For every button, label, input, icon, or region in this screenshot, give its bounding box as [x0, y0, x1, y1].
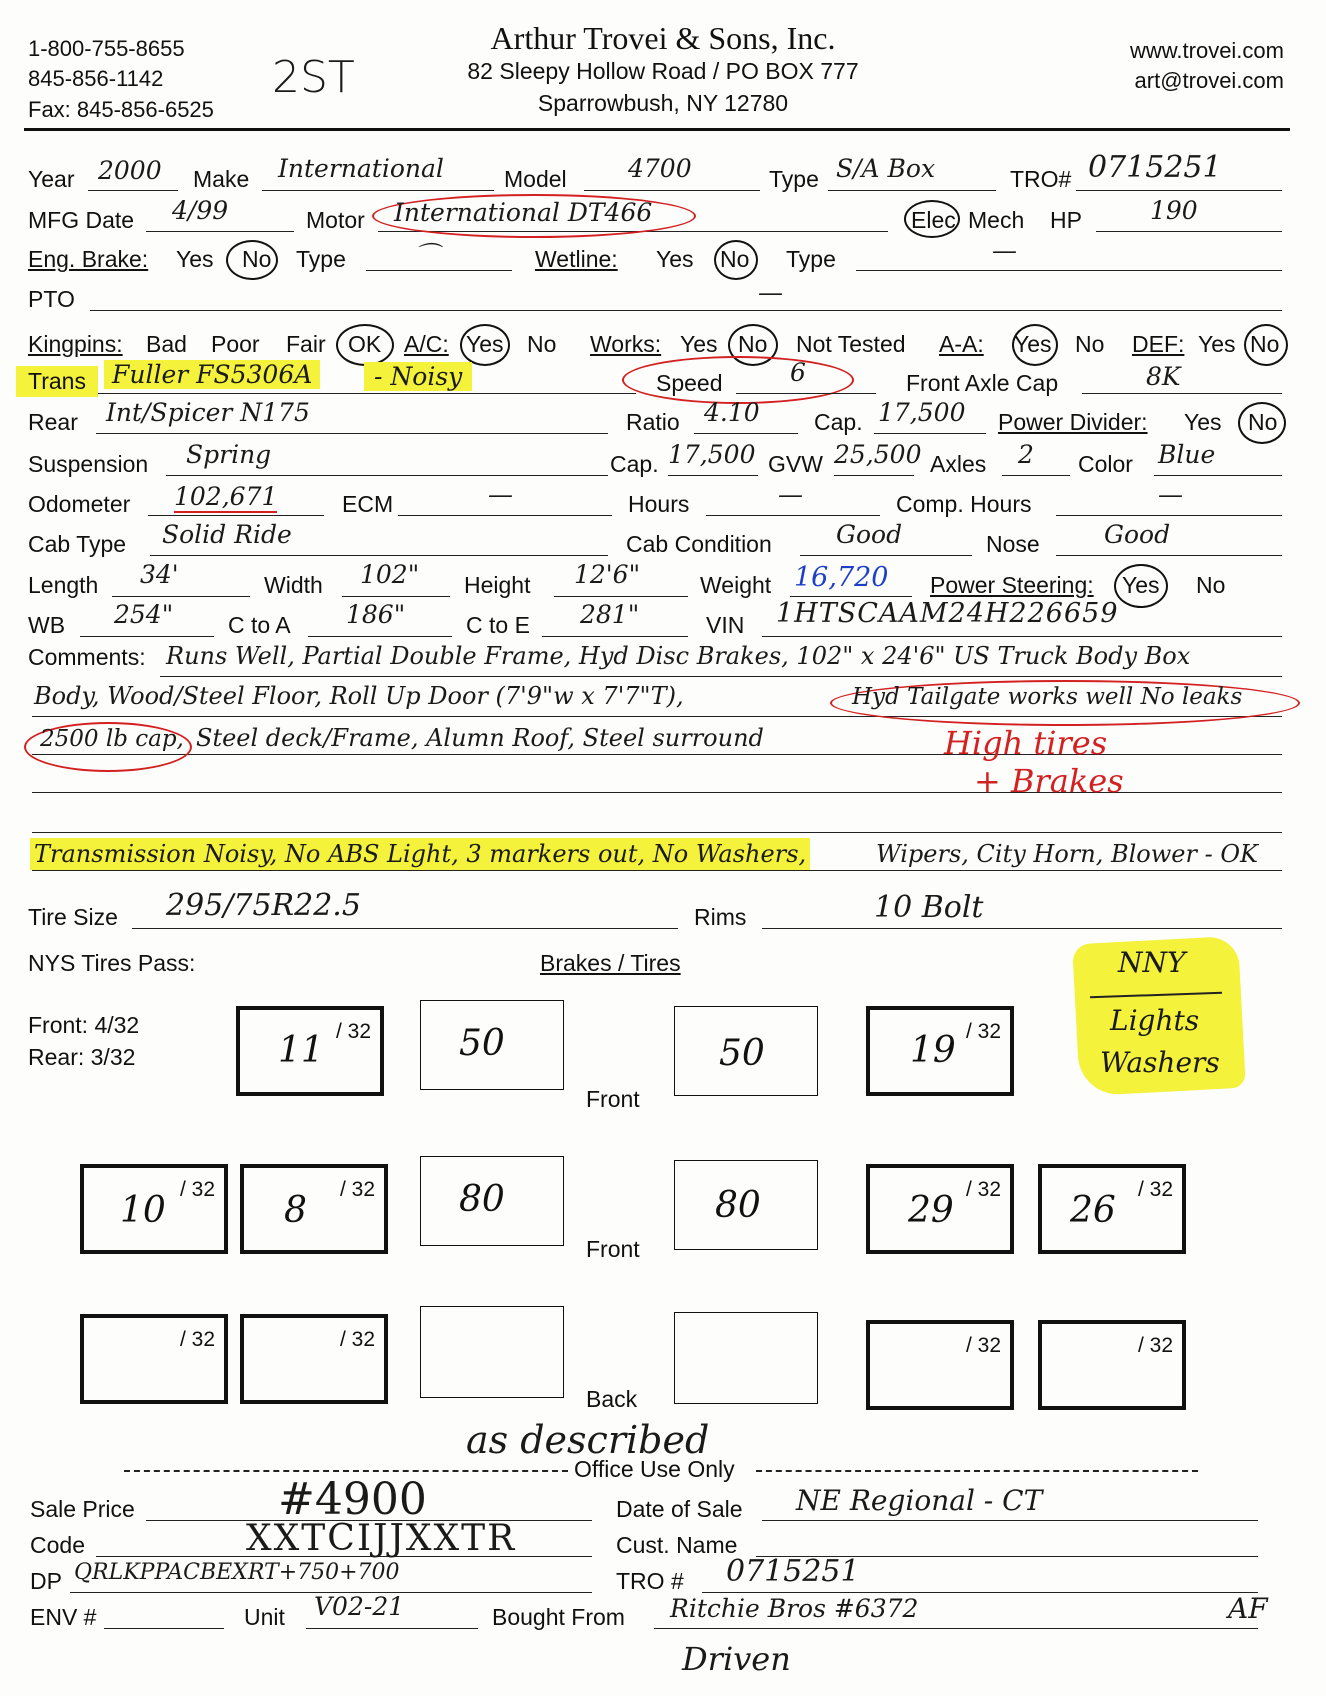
- label-pto: PTO: [28, 286, 75, 312]
- label-hours: Hours: [628, 491, 690, 517]
- tire-tread-value: 29: [908, 1190, 954, 1231]
- value-rear[interactable]: Int/Spicer N175: [106, 398, 310, 427]
- label-color: Color: [1078, 451, 1133, 477]
- phone-local: 845-856-1142: [28, 66, 164, 91]
- label-comp-hours: Comp. Hours: [896, 491, 1032, 517]
- value-dp[interactable]: QRLKPPACBEXRT+750+700: [74, 1560, 400, 1585]
- tire-tread-value: 19: [910, 1030, 956, 1071]
- label-make: Make: [193, 166, 250, 192]
- label-dp: DP: [30, 1568, 62, 1594]
- label-unit: Unit: [244, 1604, 285, 1630]
- value-vin[interactable]: 1HTSCAAM24H226659: [776, 598, 1119, 629]
- value-length[interactable]: 34': [140, 560, 179, 589]
- header-divider: [24, 128, 1290, 131]
- value-type[interactable]: S/A Box: [836, 154, 936, 183]
- value-date-of-sale[interactable]: NE Regional - CT: [796, 1484, 1043, 1517]
- comment-line-2a[interactable]: Body, Wood/Steel Floor, Roll Up Door (7'9"w x 7'7"T),: [34, 682, 684, 710]
- label-office-use-only: Office Use Only: [574, 1456, 735, 1482]
- value-cab-condition[interactable]: Good: [836, 520, 903, 549]
- as-described-note: as described: [466, 1418, 710, 1462]
- label-rear: Rear: [28, 409, 78, 435]
- aa-yes[interactable]: Yes: [1014, 331, 1052, 357]
- value-axles[interactable]: 2: [1018, 440, 1034, 469]
- kingpins-fair[interactable]: Fair: [286, 331, 326, 357]
- comment-line-3a[interactable]: 2500 lb cap,: [40, 726, 184, 752]
- works-yes[interactable]: Yes: [680, 331, 718, 357]
- fax-number: Fax: 845-856-6525: [28, 97, 214, 122]
- brake-box-rear-left[interactable]: [420, 1156, 564, 1246]
- value-cab-type[interactable]: Solid Ride: [162, 520, 292, 549]
- label-front-axle-2: Front: [586, 1236, 640, 1262]
- value-front-axle-cap[interactable]: 8K: [1146, 362, 1181, 391]
- label-eng-brake-type: Type: [296, 246, 346, 272]
- aa-no[interactable]: No: [1075, 331, 1105, 357]
- tire-tread-value: 26: [1070, 1190, 1116, 1231]
- label-type: Type: [769, 166, 819, 192]
- label-gvw: GVW: [768, 451, 823, 477]
- value-eng-brake-type[interactable]: ⌒: [414, 241, 440, 270]
- tire-box-front-right[interactable]: [866, 1006, 1014, 1096]
- phone-tollfree: 1-800-755-8655: [28, 36, 185, 61]
- label-rear-cap: Cap.: [814, 409, 863, 435]
- company-website[interactable]: www.trovei.com: [1129, 38, 1284, 63]
- label-mech[interactable]: Mech: [968, 207, 1025, 233]
- yellow-note-washers: Washers: [1100, 1046, 1220, 1079]
- label-date-of-sale: Date of Sale: [616, 1496, 743, 1522]
- value-wetline-type[interactable]: —: [992, 236, 1017, 265]
- company-email[interactable]: art@trovei.com: [1134, 68, 1284, 93]
- works-not-tested[interactable]: Not Tested: [796, 331, 906, 357]
- tire-tread-value: 8: [284, 1190, 307, 1231]
- value-code[interactable]: XXTCIJJXXTR: [246, 1518, 517, 1559]
- value-nose[interactable]: Good: [1104, 520, 1171, 549]
- power-steering-yes[interactable]: Yes: [1122, 572, 1160, 598]
- red-note-brakes: + Brakes: [974, 762, 1124, 800]
- ac-no[interactable]: No: [527, 331, 557, 357]
- value-speed[interactable]: 6: [790, 358, 806, 387]
- label-def: DEF:: [1132, 331, 1185, 357]
- value-width[interactable]: 102": [360, 560, 420, 589]
- issues-highlighted[interactable]: Transmission Noisy, No ABS Light, 3 markers out, No Washers,: [30, 838, 810, 870]
- red-note-high-tires: High tires: [944, 724, 1108, 762]
- tire-box-rear-left-inner[interactable]: [240, 1164, 388, 1254]
- tire-box-rear-left-outer[interactable]: [80, 1164, 228, 1254]
- of-32-label: / 32: [340, 1178, 376, 1201]
- tire-box-rear-right-outer[interactable]: [1038, 1164, 1186, 1254]
- value-tro[interactable]: 0715251: [1088, 150, 1222, 185]
- value-color[interactable]: Blue: [1158, 440, 1216, 469]
- label-rims: Rims: [694, 904, 747, 930]
- value-model[interactable]: 4700: [628, 154, 692, 183]
- ac-yes[interactable]: Yes: [466, 331, 504, 357]
- label-odometer: Odometer: [28, 491, 131, 517]
- label-cust-name: Cust. Name: [616, 1532, 738, 1558]
- value-rims[interactable]: 10 Bolt: [874, 890, 984, 925]
- wetline-no[interactable]: No: [720, 246, 750, 272]
- label-motor: Motor: [306, 207, 365, 233]
- tire-box-back-right-outer[interactable]: [1038, 1320, 1186, 1410]
- value-make[interactable]: International: [278, 154, 444, 183]
- nys-rear-requirement: Rear: 3/32: [28, 1044, 136, 1070]
- label-works: Works:: [590, 331, 662, 357]
- label-height: Height: [464, 572, 531, 598]
- value-tro-office[interactable]: 0715251: [726, 1554, 860, 1589]
- of-32-label: / 32: [966, 1334, 1002, 1357]
- label-mfg-date: MFG Date: [28, 207, 135, 233]
- value-gvw[interactable]: 25,500: [834, 440, 922, 469]
- of-32-label: / 32: [966, 1020, 1002, 1043]
- label-susp-cap: Cap.: [610, 451, 659, 477]
- office-divider-right: [756, 1470, 1198, 1472]
- works-no[interactable]: No: [738, 331, 768, 357]
- eng-brake-yes[interactable]: Yes: [176, 246, 214, 272]
- label-weight: Weight: [700, 572, 772, 598]
- label-year: Year: [28, 166, 75, 192]
- kingpins-ok[interactable]: OK: [348, 331, 382, 357]
- value-motor[interactable]: International DT466: [394, 198, 653, 227]
- value-trans[interactable]: Fuller FS5306A: [104, 360, 320, 389]
- label-suspension: Suspension: [28, 451, 149, 477]
- tire-box-front-left[interactable]: [236, 1006, 384, 1096]
- label-eng-brake: Eng. Brake:: [28, 246, 149, 272]
- brake-value: 50: [459, 1023, 505, 1064]
- label-ratio: Ratio: [626, 409, 680, 435]
- label-tro: TRO#: [1010, 166, 1072, 192]
- brake-value: 50: [719, 1033, 765, 1074]
- label-wb: WB: [28, 612, 66, 638]
- label-back-axle: Back: [586, 1386, 638, 1412]
- power-divider-no[interactable]: No: [1248, 409, 1278, 435]
- label-code: Code: [30, 1532, 85, 1558]
- value-comp-hours[interactable]: —: [1158, 480, 1183, 509]
- company-address-1: 82 Sleepy Hollow Road / PO BOX 777: [467, 58, 859, 84]
- label-tro-office: TRO #: [616, 1568, 684, 1594]
- office-divider-left: [124, 1470, 568, 1472]
- tire-tread-value: 10: [120, 1190, 166, 1231]
- power-steering-no[interactable]: No: [1196, 572, 1226, 598]
- value-hp[interactable]: 190: [1150, 196, 1198, 225]
- label-power-divider: Power Divider:: [998, 409, 1148, 435]
- label-elec[interactable]: Elec: [911, 207, 956, 233]
- label-comments: Comments:: [28, 644, 146, 670]
- yellow-note-nny: NNY: [1118, 946, 1186, 979]
- value-pto[interactable]: —: [758, 278, 783, 307]
- kingpins-poor[interactable]: Poor: [211, 331, 260, 357]
- driven-note: Driven: [682, 1640, 791, 1678]
- value-year[interactable]: 2000: [98, 156, 162, 185]
- nys-front-requirement: Front: 4/32: [28, 1012, 140, 1038]
- label-wetline-type: Type: [786, 246, 836, 272]
- label-env: ENV #: [30, 1604, 97, 1630]
- label-nys-tires-pass: NYS Tires Pass:: [28, 950, 196, 976]
- label-power-steering: Power Steering:: [930, 572, 1094, 598]
- of-32-label: / 32: [180, 1328, 216, 1351]
- brake-box-front-right[interactable]: [674, 1006, 818, 1096]
- label-tire-size: Tire Size: [28, 904, 118, 930]
- label-nose: Nose: [986, 531, 1040, 557]
- of-32-label: / 32: [340, 1328, 376, 1351]
- value-c-to-e[interactable]: 281": [580, 600, 640, 629]
- value-trans-note[interactable]: - Noisy: [364, 362, 472, 391]
- value-unit[interactable]: V02-21: [314, 1592, 405, 1621]
- brake-box-back-right[interactable]: [674, 1312, 818, 1404]
- brake-box-front-left[interactable]: [420, 1000, 564, 1090]
- label-speed: Speed: [656, 370, 723, 396]
- label-ecm: ECM: [342, 491, 394, 517]
- value-tire-size[interactable]: 295/75R22.5: [166, 888, 361, 923]
- label-cab-condition: Cab Condition: [626, 531, 772, 557]
- value-wb[interactable]: 254": [114, 600, 174, 629]
- of-32-label: / 32: [336, 1020, 372, 1043]
- of-32-label: / 32: [966, 1178, 1002, 1201]
- label-axles: Axles: [930, 451, 987, 477]
- value-weight[interactable]: 16,720: [794, 562, 889, 593]
- label-wetline: Wetline:: [535, 246, 618, 272]
- label-c-to-e: C to E: [466, 612, 530, 638]
- company-name: Arthur Trovei & Sons, Inc.: [490, 20, 836, 56]
- tire-box-back-left-inner[interactable]: [240, 1314, 388, 1404]
- tire-box-rear-right-inner[interactable]: [866, 1164, 1014, 1254]
- value-c-to-a[interactable]: 186": [346, 600, 406, 629]
- label-c-to-a: C to A: [228, 612, 291, 638]
- label-cab-type: Cab Type: [28, 531, 127, 557]
- eng-brake-no[interactable]: No: [242, 246, 272, 272]
- of-32-label: / 32: [1138, 1178, 1174, 1201]
- yellow-note-lights: Lights: [1110, 1004, 1200, 1037]
- label-width: Width: [264, 572, 323, 598]
- comment-line-3b[interactable]: Steel deck/Frame, Alumn Roof, Steel surround: [196, 724, 764, 752]
- label-brakes-tires: Brakes / Tires: [540, 950, 681, 976]
- value-mfg-date[interactable]: 4/99: [172, 196, 229, 225]
- initials: AF: [1228, 1592, 1268, 1625]
- issues-ok-list[interactable]: Wipers, City Horn, Blower - OK: [876, 840, 1258, 868]
- label-front-axle-1: Front: [586, 1086, 640, 1112]
- handwritten-2st: 2ST: [272, 52, 355, 103]
- company-address-2: Sparrowbush, NY 12780: [537, 90, 789, 116]
- brake-box-rear-right[interactable]: [674, 1160, 818, 1250]
- brake-value: 80: [459, 1179, 505, 1220]
- value-suspension[interactable]: Spring: [186, 440, 272, 469]
- value-height[interactable]: 12'6": [574, 560, 641, 589]
- value-bought-from[interactable]: Ritchie Bros #6372: [670, 1594, 919, 1623]
- value-hours[interactable]: —: [778, 480, 803, 509]
- label-front-axle-cap: Front Axle Cap: [906, 370, 1059, 396]
- label-model: Model: [504, 166, 567, 192]
- tire-box-back-right-inner[interactable]: [866, 1320, 1014, 1410]
- def-no[interactable]: No: [1250, 331, 1280, 357]
- label-bought-from: Bought From: [492, 1604, 625, 1630]
- kingpins-bad[interactable]: Bad: [146, 331, 187, 357]
- label-vin: VIN: [706, 612, 745, 638]
- label-aa: A-A:: [939, 331, 984, 357]
- comment-line-1[interactable]: Runs Well, Partial Double Frame, Hyd Disc Brakes, 102" x 24'6" US Truck Body Box: [166, 642, 1191, 670]
- tire-box-back-left-outer[interactable]: [80, 1314, 228, 1404]
- value-ratio[interactable]: 4.10: [704, 398, 760, 427]
- wetline-yes[interactable]: Yes: [656, 246, 694, 272]
- comment-line-2b[interactable]: Hyd Tailgate works well No leaks: [852, 684, 1243, 710]
- tire-tread-value: 11: [278, 1030, 324, 1071]
- def-yes[interactable]: Yes: [1198, 331, 1236, 357]
- value-susp-cap[interactable]: 17,500: [668, 440, 756, 469]
- power-divider-yes[interactable]: Yes: [1184, 409, 1222, 435]
- brake-box-back-left[interactable]: [420, 1306, 564, 1398]
- label-hp: HP: [1050, 207, 1082, 233]
- label-length: Length: [28, 572, 99, 598]
- label-ac: A/C:: [404, 331, 449, 357]
- value-odometer[interactable]: 102,671: [174, 482, 278, 511]
- of-32-label: / 32: [1138, 1334, 1174, 1357]
- of-32-label: / 32: [180, 1178, 216, 1201]
- label-sale-price: Sale Price: [30, 1496, 135, 1522]
- value-rear-cap[interactable]: 17,500: [878, 398, 966, 427]
- value-ecm[interactable]: —: [488, 480, 513, 509]
- value-sale-price[interactable]: #4900: [278, 1474, 427, 1525]
- brake-value: 80: [715, 1185, 761, 1226]
- label-trans: Trans: [16, 366, 98, 397]
- label-kingpins: Kingpins:: [28, 331, 123, 357]
